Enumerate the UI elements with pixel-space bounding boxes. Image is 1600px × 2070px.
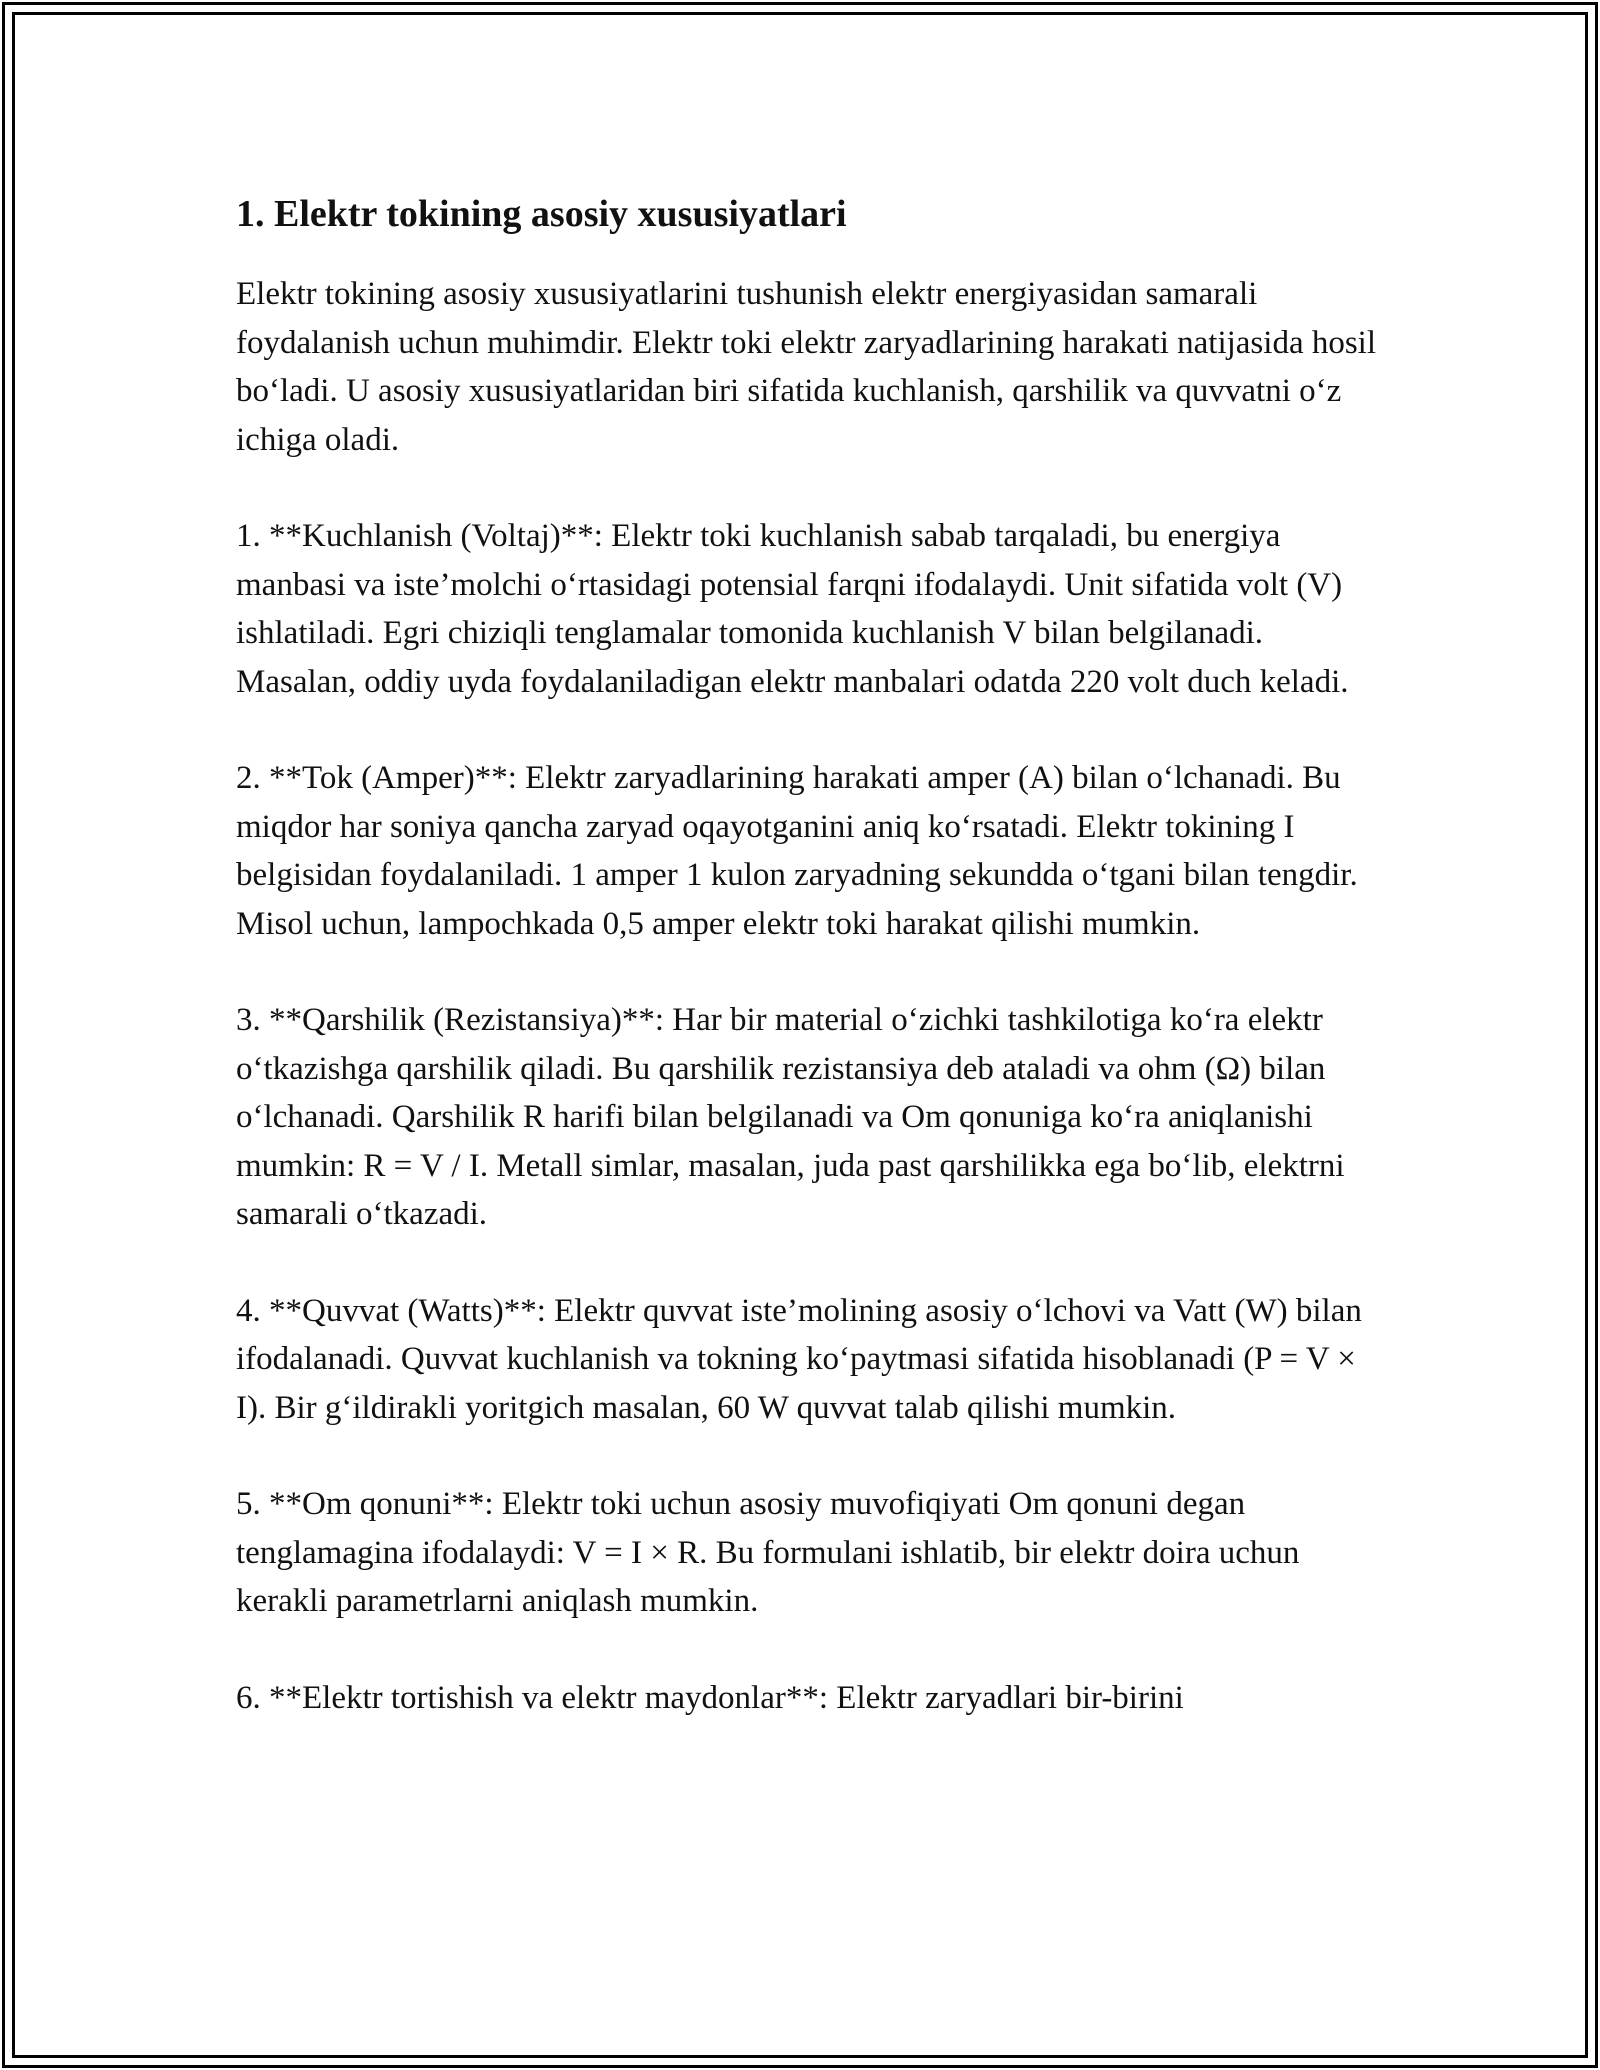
document-body bbox=[236, 186, 1376, 1722]
paragraph-resistance: 3. **Qarshilik (Rezistansiya)**: Har bir material o‘zichki tashkilotiga ko‘ra elektr o‘tkazishga qarshilik qiladi. Bu qarshilik rezistansiya deb ataladi va ohm (Ω) bilan o‘lchanadi. Qarshilik R harifi bilan belgilanadi va Om qonuniga ko‘ra aniqlanishi mumkin: R = V / I. Metall simlar, masalan, juda past qarshilikka ega bo‘lib, elektrni samarali o‘tkazadi. bbox=[236, 1002, 1345, 1232]
paragraph-electric-attraction: 6. **Elektr tortishish va elektr maydonlar**: Elektr zaryadlari bir-birini bbox=[236, 1679, 1184, 1716]
paragraph-ohms-law: 5. **Om qonuni**: Elektr toki uchun asosiy muvofiqiyati Om qonuni degan tenglamagina ifodalaydi: V = I × R. Bu formulani ishlatib, bir elektr doira uchun kerakli parametrlarni aniqlash mumkin. bbox=[236, 1486, 1300, 1619]
paragraph-current: 2. **Tok (Amper)**: Elektr zaryadlarining harakati amper (A) bilan o‘lchanadi. Bu miqdor har soniya qancha zaryad oqayotganini aniq ko‘rsatadi. Elektr tokining I belgisidan foydalaniladi. 1 amper 1 kulon zaryadning sekundda o‘tgani bilan tengdir. Misol uchun, lampochkada 0,5 amper elektr toki harakat qilishi mumkin. bbox=[236, 760, 1358, 942]
intro-paragraph: Elektr tokining asosiy xususiyatlarini tushunish elektr energiyasidan samarali foydalanish uchun muhimdir. Elektr toki elektr zaryadlarining harakati natijasida hosil bo‘ladi. U asosiy xususiyatlaridan biri sifatida kuchlanish, qarshilik va quvvatni o‘z ichiga oladi. bbox=[236, 276, 1377, 458]
paragraph-voltage: 1. **Kuchlanish (Voltaj)**: Elektr toki kuchlanish sabab tarqaladi, bu energiya manbasi va iste’molchi o‘rtasidagi potensial farqni ifodalaydi. Unit sifatida volt (V) ishlatiladi. Egri chiziqli tenglamalar tomonida kuchlanish V bilan belgilanadi. Masalan, oddiy uyda foydalaniladigan elektr manbalari odatda 220 volt duch keladi. bbox=[236, 518, 1349, 700]
section-heading: 1. Elektr tokining asosiy xususiyatlari bbox=[236, 193, 847, 235]
paragraph-power: 4. **Quvvat (Watts)**: Elektr quvvat iste’molining asosiy o‘lchovi va Vatt (W) bilan ifodalanadi. Quvvat kuchlanish va tokning ko‘paytmasi sifatida hisoblanadi (P = V × I). Bir g‘ildirakli yoritgich masalan, 60 W quvvat talab qilishi mumkin. bbox=[236, 1292, 1362, 1426]
